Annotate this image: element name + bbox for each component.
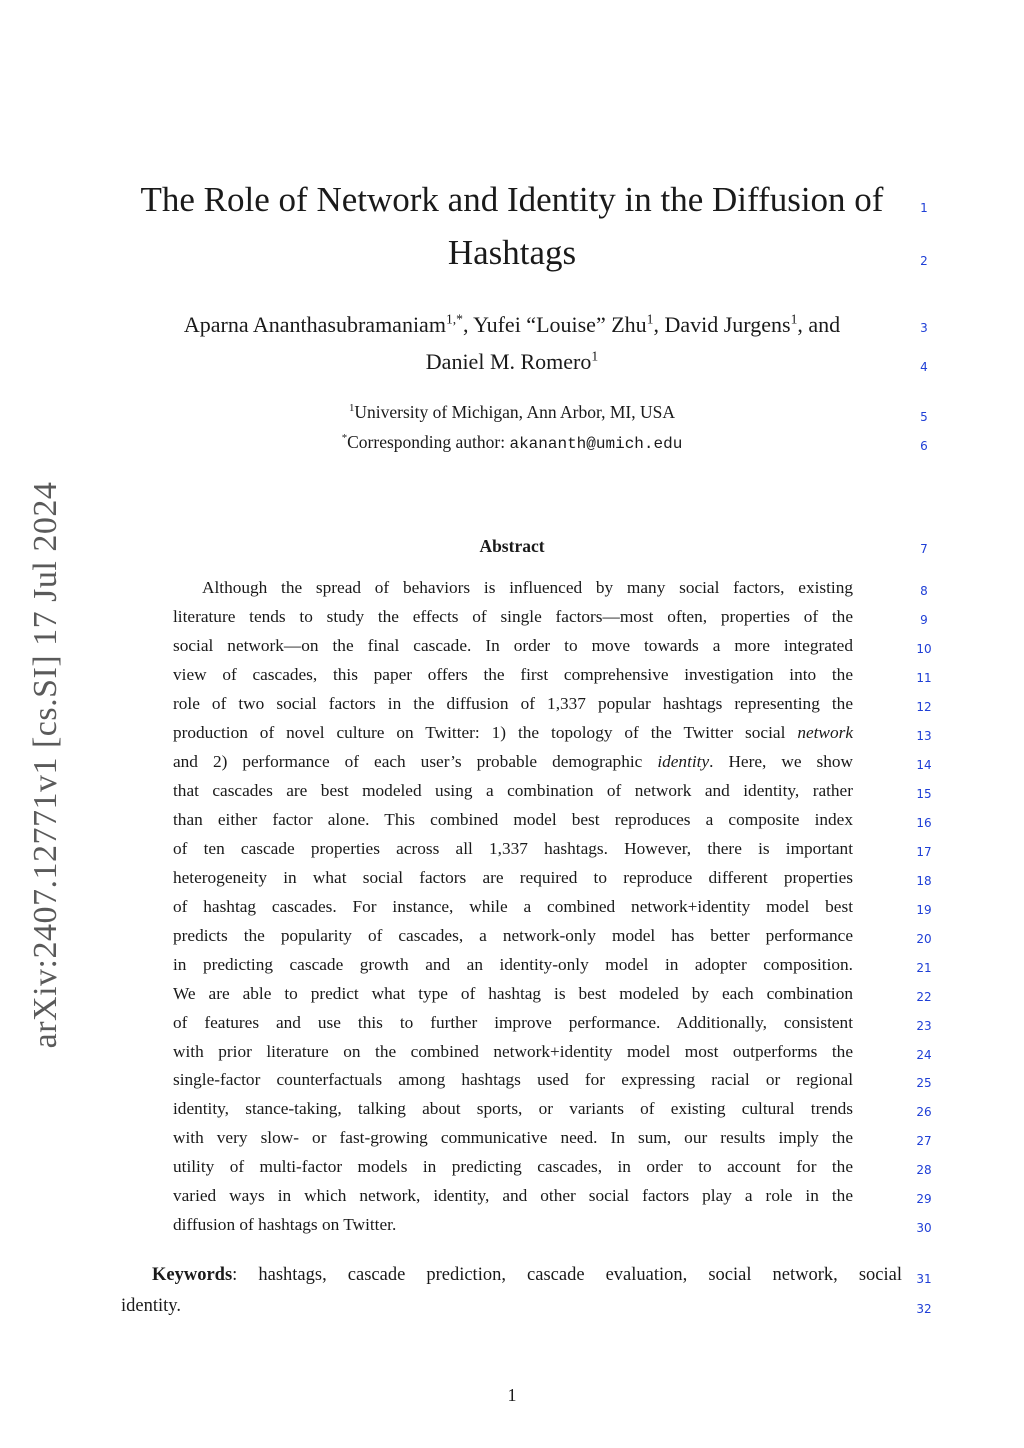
line-number: 24 [916,1048,932,1062]
line-number: 14 [916,758,932,772]
author-3: , David Jurgens [653,312,791,337]
abstract-line: of features and use this to further improve performance. Additionally, consistent [173,1013,853,1032]
abstract-line: than either factor alone. This combined model best reproduces a composite index [173,810,853,829]
abstract-line: with prior literature on the combined network+identity model most outperforms the [173,1042,853,1061]
abstract-line: that cascades are best modeled using a combination of network and identity, rather [173,781,853,800]
abstract-emphasis-identity: identity [657,752,710,771]
keywords-text: : hashtags, cascade prediction, cascade evaluation, social network, social [232,1265,902,1285]
line-number: 3 [920,321,928,335]
line-number: 5 [920,410,928,424]
abstract-line: literature tends to study the effects of single factors—most often, properties of the [173,607,853,626]
line-number: 29 [916,1192,932,1206]
corresponding-sup: * [341,432,348,445]
affiliation-sup: 1 [348,402,355,415]
abstract-line [173,723,853,747]
author-line-2 [0,349,1024,375]
author-4: Daniel M. Romero [425,349,592,374]
abstract-line: in predicting cascade growth and an identity-only model in adopter composition. [173,955,853,974]
email-link[interactable]: akananth@umich.edu [509,435,683,453]
abstract-line: social network—on the final cascade. In order to move towards a more integrated [173,636,853,655]
line-number: 1 [920,201,928,215]
abstract-line: of ten cascade properties across all 1,337 hashtags. However, there is important [173,839,853,858]
author-2-sup: 1 [646,311,654,327]
corresponding-author [0,432,1024,453]
abstract-line: diffusion of hashtags on Twitter. [173,1215,397,1234]
line-number: 13 [916,729,932,743]
line-number: 23 [916,1019,932,1033]
line-number: 21 [916,961,932,975]
corresponding-label: Corresponding author: [347,432,510,452]
line-number: 19 [916,903,932,917]
line-number: 16 [916,816,932,830]
line-number: 27 [916,1134,932,1148]
line-number: 7 [920,542,928,556]
author-3-sup: 1 [790,311,798,327]
line-number: 18 [916,874,932,888]
abstract-line: single-factor counterfactuals among hashtags used for expressing racial or regional [173,1070,853,1089]
author-1-sup: 1,* [445,311,463,327]
line-number: 8 [920,584,928,598]
abstract-emphasis-network: network [797,723,853,742]
line-number: 11 [916,671,932,685]
abstract-line [173,752,853,776]
page-number: 1 [507,1385,517,1405]
abstract-line: varied ways in which network, identity, and other social factors play a role in the [173,1186,853,1205]
abstract-line: heterogeneity in what social factors are required to reproduce different properties [173,868,853,887]
abstract-text: production of novel culture on Twitter: 1) the topology of the Twitter social [173,723,798,742]
arxiv-stamp: arXiv:2407.12771v1 [cs.SI] 17 Jul 2024 [27,481,64,1049]
abstract-line: Although the spread of behaviors is influenced by many social factors, existing [202,578,853,597]
title-line-2: Hashtags [447,233,577,272]
line-number: 10 [916,642,932,656]
line-number: 22 [916,990,932,1004]
author-3-tail: , and [797,312,841,337]
abstract-line: with very slow- or fast-growing communicative need. In sum, our results imply the [173,1128,853,1147]
line-number: 17 [916,845,932,859]
keywords-line-2: identity. [121,1296,181,1316]
author-2: , Yufei “Louise” Zhu [462,312,647,337]
affiliation-text: University of Michigan, Ann Arbor, MI, USA [354,402,676,422]
abstract-line: We are able to predict what type of hashtag is best modeled by each combination [173,984,853,1003]
title-line-1: The Role of Network and Identity in the Diffusion of [140,180,884,219]
abstract-line: view of cascades, this paper offers the first comprehensive investigation into the [173,665,853,684]
abstract-line: role of two social factors in the diffusion of 1,337 popular hashtags representing the [173,694,853,713]
author-4-sup: 1 [591,348,599,364]
line-number: 12 [916,700,932,714]
line-number: 26 [916,1105,932,1119]
abstract-line: predicts the popularity of cascades, a network-only model has better performance [173,926,853,945]
abstract-line: utility of multi-factor models in predicting cascades, in order to account for the [173,1157,853,1176]
line-number: 28 [916,1163,932,1177]
line-number: 9 [920,613,928,627]
line-number: 4 [920,360,928,374]
line-number: 25 [916,1076,932,1090]
line-number: 20 [916,932,932,946]
author-line-1 [0,312,1024,338]
keywords-label: Keywords [152,1265,233,1285]
line-number: 15 [916,787,932,801]
abstract-heading: Abstract [479,536,545,556]
abstract-line: identity, stance-taking, talking about sports, or variants of existing cultural trends [173,1099,853,1118]
line-number: 2 [920,254,928,268]
line-number: 32 [916,1302,932,1316]
keywords-line-1 [152,1265,902,1286]
line-number: 31 [916,1272,932,1286]
author-1: Aparna Ananthasubramaniam [183,312,446,337]
affiliation [0,402,1024,423]
line-number: 30 [916,1221,932,1235]
abstract-text: . Here, we show [709,752,853,771]
abstract-line: of hashtag cascades. For instance, while a combined network+identity model best [173,897,853,916]
abstract-text: and 2) performance of each user’s probable demographic [173,752,658,771]
line-number: 6 [920,439,928,453]
